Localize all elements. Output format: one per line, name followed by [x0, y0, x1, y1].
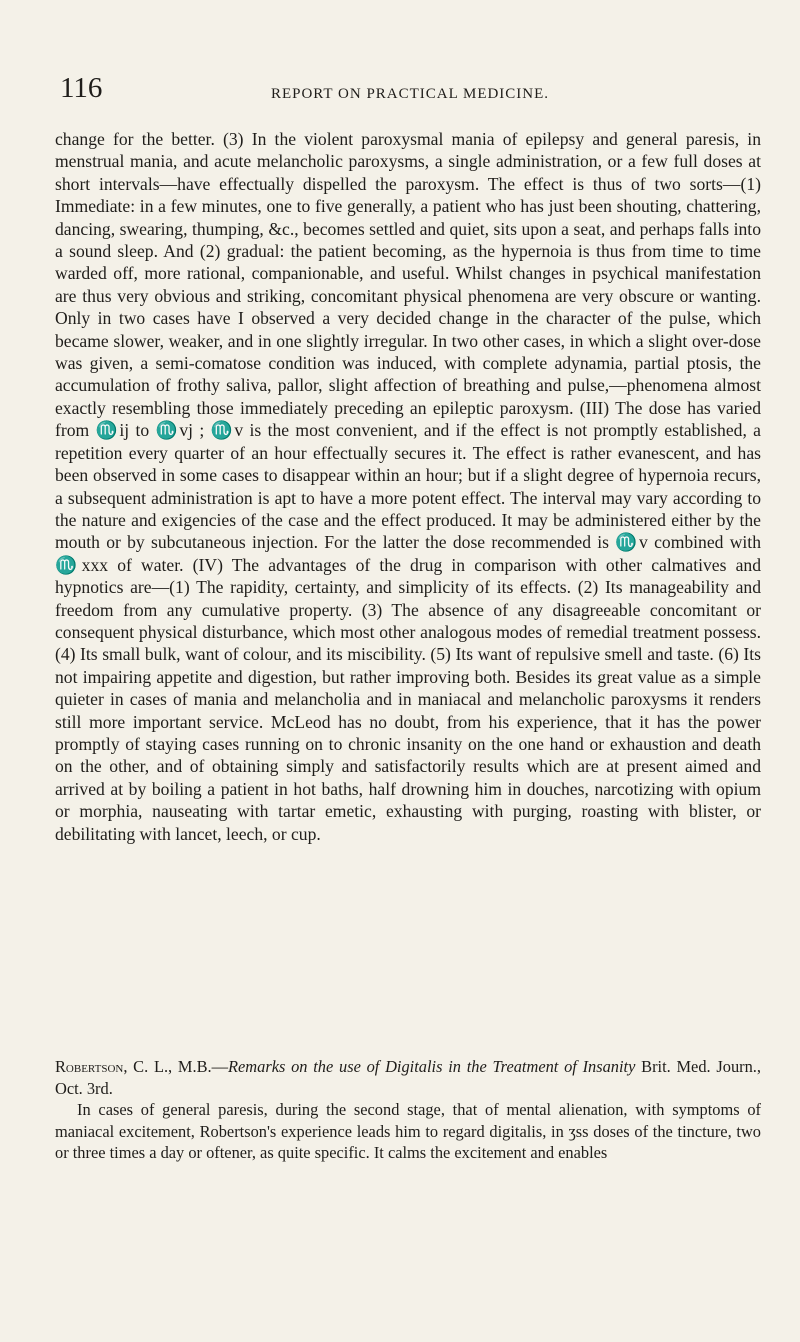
- page-number: 116: [60, 72, 103, 104]
- reference-entry: [55, 1056, 761, 1164]
- reference-author: Robertson, C. L., M.B.: [55, 1057, 212, 1076]
- body-text: [55, 128, 761, 845]
- reference-dash: —: [211, 1057, 228, 1076]
- running-head: REPORT ON PRACTICAL MEDICINE.: [270, 86, 550, 102]
- reference-title: Remarks on the use of Digitalis in the Treatment of Insanity: [228, 1057, 636, 1076]
- body-paragraph: change for the better. (3) In the violent paroxysmal mania of epilepsy and general paresis, in menstrual mania, and acute melancholic paroxysms, a single administration, or a few full doses at short intervals—have effectually dispelled the paroxysm. The effect is thus of two sorts—(1) Immediate: in a few minutes, one to five generally, a patient who has just been shouting, chattering, dancing, swearing, thumping, &c., becomes settled and quiet, sits upon a seat, and perhaps falls into a sound sleep. And (2) gradual: the patient becoming, as the hypernoia is thus from time to time warded off, more rational, companionable, and useful. Whilst changes in psychical manifestation are thus very obvious and striking, concomitant physical phenomena are very obscure or wanting. Only in two cases have I observed a very decided change in the character of the pulse, which became slower, weaker, and in one slightly irregular. In two other cases, in which a slight over-dose was given, a semi-comatose condition was induced, with complete adynamia, partial ptosis, the accumulation of frothy saliva, pallor, slight affection of breathing and pulse,—phenomena almost exactly resembling those immediately preceding an epileptic paroxysm. (III) The dose has varied from ♏ij to ♏vj ; ♏v is the most convenient, and if the effect is not promptly established, a repetition every quarter of an hour effectually secures it. The effect is rather evanescent, and has been observed in some cases to disappear within an hour; but if a slight degree of hypernoia recurs, a subsequent administration is apt to have a more potent effect. The interval may vary according to the nature and exigencies of the case and the effect produced. It may be administered either by the mouth or by subcutaneous injection. For the latter the dose recommended is ♏v combined with ♏xxx of water. (IV) The advantages of the drug in comparison with other calmatives and hypnotics are—(1) The rapidity, certainty, and simplicity of its effects. (2) Its manageability and freedom from any cumulative property. (3) The absence of any disagreeable concomitant or consequent physical disturbance, which most other analogous modes of remedial treatment possess. (4) Its small bulk, want of colour, and its miscibility. (5) Its want of repulsive smell and taste. (6) Its not impairing appetite and digestion, but rather improving both. Besides its great value as a simple quieter in cases of mania and melancholia and in maniacal and melancholic paroxysms it renders still more important service. McLeod has no doubt, from his experience, that it has the power promptly of staying cases running on to chronic insanity on the one hand or exhaustion and death on the other, and of obtaining simply and satisfactorily results which are at present aimed and arrived at by boiling a patient in hot baths, half drowning him in douches, narcotizing with opium or morphia, nauseating with tartar emetic, exhausting with purging, roasting with blister, or debilitating with lancet, leech, or cup.: [55, 129, 761, 844]
- reference-summary: In cases of general paresis, during the second stage, that of mental alienation, with symptoms of maniacal excitement, Robertson's experience leads him to regard digitalis, in ʒss doses of the tincture, two or three times a day or oftener, as quite specific. It calms the excitement and enables: [55, 1100, 761, 1162]
- reference-source: Brit. Med. Journ., Oct. 3rd.: [55, 1057, 761, 1098]
- reference-citation: [55, 1056, 761, 1099]
- page-header: [60, 72, 760, 112]
